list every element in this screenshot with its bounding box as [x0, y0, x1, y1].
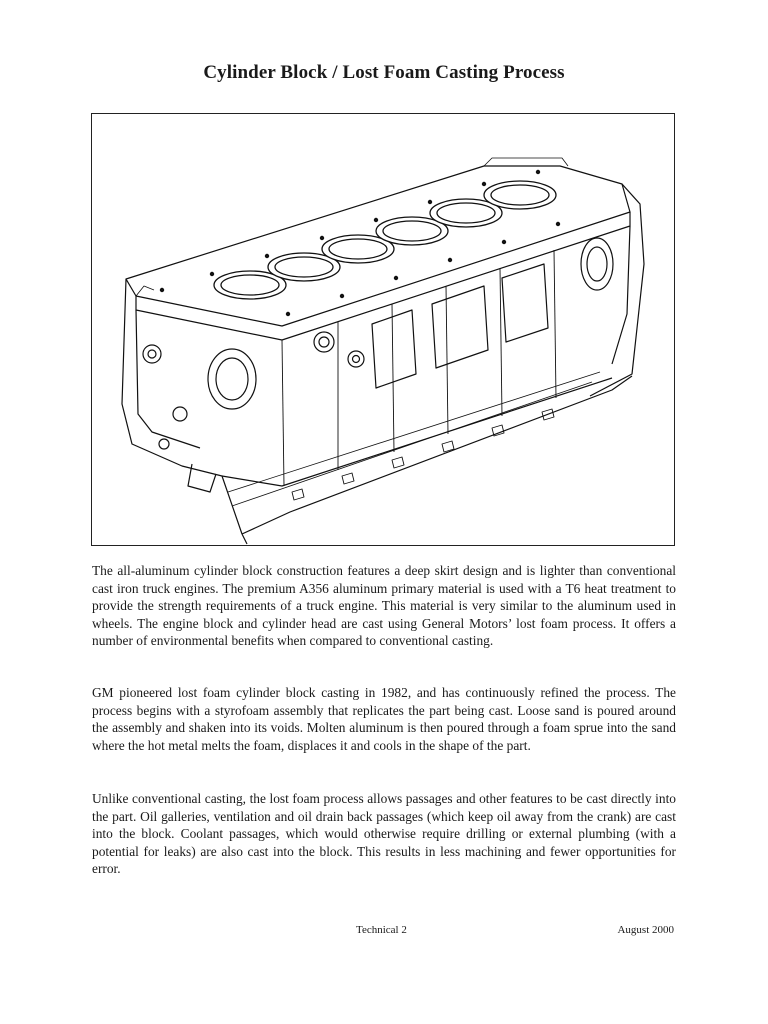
body-paragraph: The all-aluminum cylinder block construction features a deep skirt design and is lighter than conventional cast iron truck engines. The premium A356 aluminum primary material is used with a T6 heat treatment to provide the strength requirements of a truck engine. This material is very similar to the aluminum used in wheels. The engine block and cylinder head are cast using General Motors’ lost foam process. It offers a number of environmental benefits when compared to conventional casting. [92, 563, 676, 649]
body-paragraph: Unlike conventional casting, the lost foam process allows passages and other features to be cast directly into the part. Oil galleries, ventilation and oil drain back passages (which keep oil away from the crank) are cast into the block. Coolant passages, which would otherwise require drilling or external plumbing (with a potential for leaks) are also cast into the block. This results in less machining and fewer opportunities for error. [92, 791, 676, 877]
footer-section-label: Technical 2 [356, 924, 407, 936]
cylinder-block-illustration [91, 113, 675, 546]
document-title: Cylinder Block / Lost Foam Casting Process [203, 62, 565, 83]
body-paragraph: GM pioneered lost foam cylinder block casting in 1982, and has continuously refined the process. The process begins with a styrofoam assembly that replicates the part being cast. Loose sand is poured around the assembly and shaken into its voids. Molten aluminum is then poured through a foam sprue into the sand where the hot metal melts the foam, displaces it and cools in the shape of the part. [92, 685, 676, 753]
footer-date: August 2000 [617, 924, 674, 936]
